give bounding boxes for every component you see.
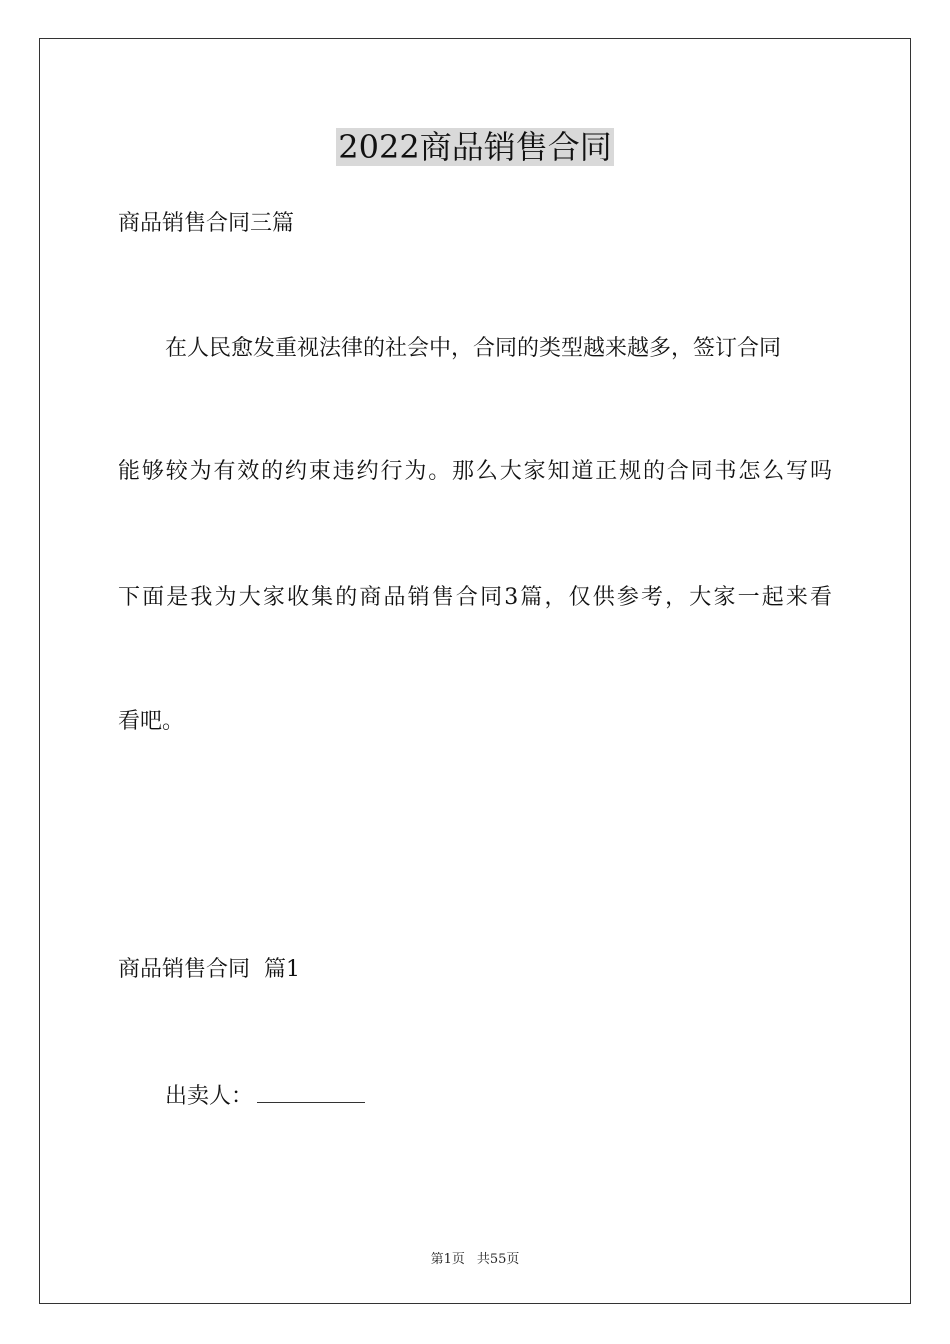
page-total: 共55页 (476, 1252, 520, 1267)
document-title-text: 2022商品销售合同 (338, 128, 612, 166)
seller-blank-line (257, 1080, 365, 1103)
intro-line-4: 看吧。 (118, 709, 185, 734)
page-footer (0, 1248, 950, 1267)
seller-label: 出卖人： (165, 1084, 254, 1109)
intro-line-2: 能够较为有效的约束违约行为。那么大家知道正规的合同书怎么写吗 (118, 459, 832, 484)
intro-line-3: 下面是我为大家收集的商品销售合同3篇，仅供参考，大家一起来看 (118, 585, 832, 610)
document-title (0, 126, 950, 168)
section-heading: 商品销售合同 篇1 (118, 957, 300, 982)
intro-line-1: 在人民愈发重视法律的社会中，合同的类型越来越多，签订合同 (165, 336, 782, 361)
page-number: 第1页 (430, 1252, 465, 1267)
seller-field (165, 1080, 365, 1112)
document-subtitle: 商品销售合同三篇 (118, 211, 295, 236)
